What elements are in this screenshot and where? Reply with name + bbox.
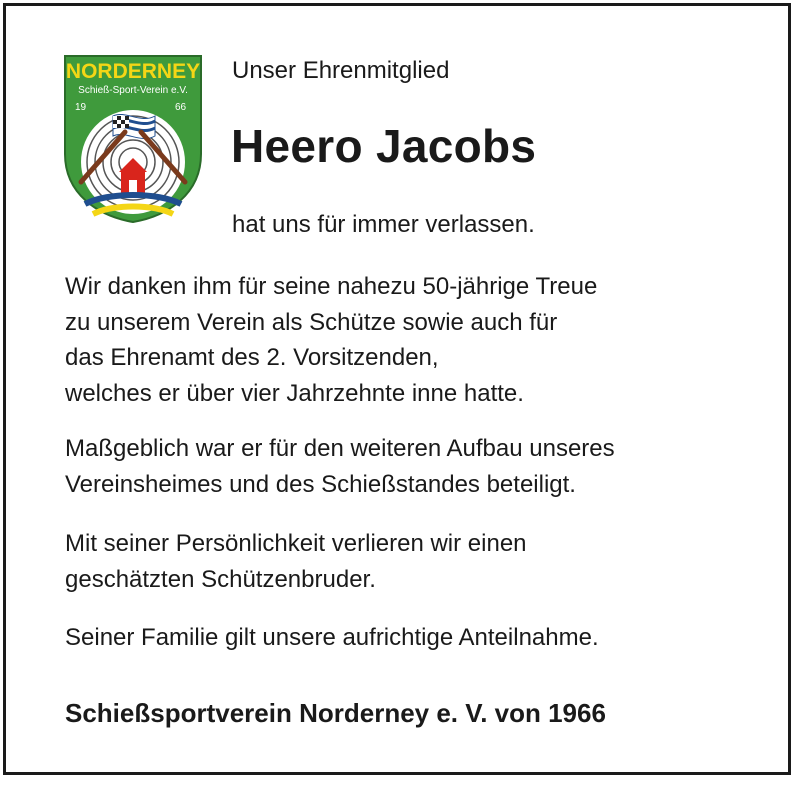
paragraph-contribution xyxy=(65,431,765,502)
intro-label: Unser Ehrenmitglied xyxy=(232,57,450,84)
text-line: Mit seiner Persönlichkeit verlieren wir einen xyxy=(65,530,527,557)
paragraph-condolence xyxy=(65,620,765,656)
text-line: geschätzten Schützenbruder. xyxy=(65,565,376,593)
text-line: welches er über vier Jahrzehnte inne hatte. xyxy=(65,379,524,407)
crest-subtitle: Schieß-Sport-Verein e.V. xyxy=(78,85,188,96)
text-line: Wir danken ihm für seine nahezu 50-jährige Treue xyxy=(65,273,598,300)
club-signature: Schießsportverein Norderney e. V. von 1966 xyxy=(65,698,606,728)
club-crest-logo xyxy=(63,54,203,224)
deceased-name: Heero Jacobs xyxy=(231,120,537,172)
passing-message: hat uns für immer verlassen. xyxy=(232,211,535,238)
text-line: Vereinsheimes und des Schießstandes beteiligt. xyxy=(65,470,576,498)
text-line: Seiner Familie gilt unsere aufrichtige Anteilnahme. xyxy=(65,624,599,651)
text-line: zu unserem Verein als Schütze sowie auch für xyxy=(65,308,558,336)
crest-year-right: 66 xyxy=(175,102,187,113)
crest-year-left: 19 xyxy=(75,102,87,113)
text-line: Maßgeblich war er für den weiteren Aufbau unseres xyxy=(65,435,615,462)
paragraph-personality xyxy=(65,526,765,597)
text-line: das Ehrenamt des 2. Vorsitzenden, xyxy=(65,344,439,371)
paragraph-thanks xyxy=(65,269,765,411)
crest-title: NORDERNEY xyxy=(65,60,201,83)
